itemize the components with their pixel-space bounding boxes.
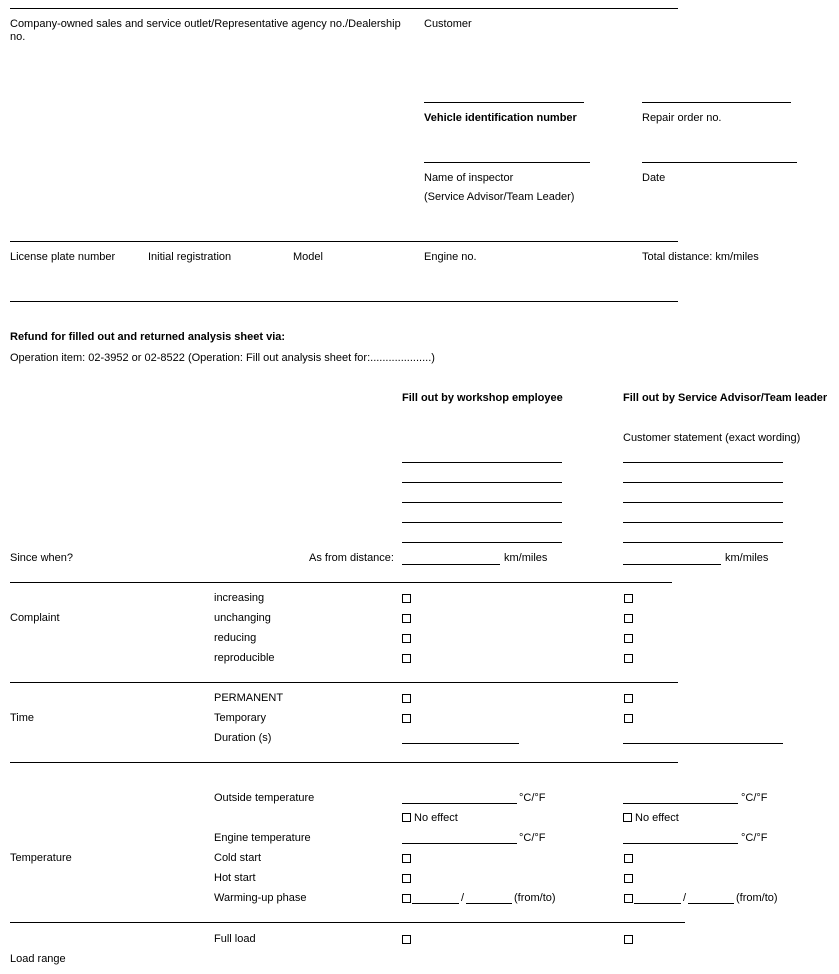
workshop-line-2[interactable]: [402, 482, 562, 483]
advisor-outside-temp-line[interactable]: [623, 803, 738, 804]
customer-label: Customer: [424, 18, 472, 30]
advisor-warming-from-to: (from/to): [736, 892, 778, 904]
workshop-increasing-checkbox[interactable]: [402, 594, 411, 603]
hot-start-label: Hot start: [214, 872, 256, 884]
advisor-distance-unit: km/miles: [725, 552, 769, 564]
workshop-temporary-checkbox[interactable]: [402, 714, 411, 723]
time-top-rule: [10, 682, 678, 683]
model-label: Model: [293, 251, 323, 263]
load-range-label: Load range: [10, 953, 66, 965]
outlet-label: Company-owned sales and service outlet/Representative agency no./Dealership no.: [10, 18, 401, 43]
operation-text: Operation item: 02-3952 or 02-8522 (Operation: Fill out analysis sheet for:....................): [10, 352, 435, 364]
advisor-reproducible-checkbox[interactable]: [624, 654, 633, 663]
advisor-temporary-checkbox[interactable]: [624, 714, 633, 723]
cold-start-label: Cold start: [214, 852, 262, 864]
workshop-outside-temp-line[interactable]: [402, 803, 517, 804]
workshop-reproducible-checkbox[interactable]: [402, 654, 411, 663]
advisor-reducing-checkbox[interactable]: [624, 634, 633, 643]
workshop-warming-up-checkbox[interactable]: [402, 894, 411, 903]
date-label: Date: [642, 172, 666, 184]
advisor-heading: Fill out by Service Advisor/Team leader: [623, 392, 828, 404]
advisor-line-2[interactable]: [623, 482, 783, 483]
date-line[interactable]: [642, 162, 797, 163]
workshop-no-effect-label: No effect: [414, 812, 458, 824]
time-option-duration: Duration (s): [214, 732, 272, 744]
advisor-hot-start-checkbox[interactable]: [624, 874, 633, 883]
customer-statement-label: Customer statement (exact wording): [623, 432, 801, 444]
time-option-permanent: PERMANENT: [214, 692, 284, 704]
advisor-no-effect-label: No effect: [635, 812, 679, 824]
workshop-heading: Fill out by workshop employee: [402, 392, 563, 404]
total-distance-label: Total distance: km/miles: [642, 251, 759, 263]
workshop-warming-from-to: (from/to): [514, 892, 556, 904]
workshop-no-effect[interactable]: [402, 812, 458, 825]
workshop-line-3[interactable]: [402, 502, 562, 503]
advisor-no-effect-checkbox[interactable]: [623, 813, 632, 822]
workshop-engine-temp-unit: °C/°F: [519, 832, 546, 844]
inspector-sub-label: (Service Advisor/Team Leader): [424, 191, 575, 203]
complaint-option-reducing: reducing: [214, 632, 257, 644]
vehicle-top-rule: [10, 241, 678, 242]
vin-label: Vehicle identification number: [424, 112, 577, 124]
initial-registration-label: Initial registration: [148, 251, 232, 263]
advisor-engine-temp-line[interactable]: [623, 843, 738, 844]
workshop-hot-start-checkbox[interactable]: [402, 874, 411, 883]
refund-title: Refund for filled out and returned analysis sheet via:: [10, 331, 286, 343]
advisor-outside-temp-unit: °C/°F: [741, 792, 768, 804]
temperature-label: Temperature: [10, 852, 72, 864]
complaint-option-unchanging: unchanging: [214, 612, 271, 624]
workshop-unchanging-checkbox[interactable]: [402, 614, 411, 623]
workshop-engine-temp-line[interactable]: [402, 843, 517, 844]
advisor-duration-line[interactable]: [623, 743, 783, 744]
advisor-distance-line[interactable]: [623, 564, 721, 565]
workshop-no-effect-checkbox[interactable]: [402, 813, 411, 822]
workshop-reducing-checkbox[interactable]: [402, 634, 411, 643]
workshop-cold-start-checkbox[interactable]: [402, 854, 411, 863]
workshop-line-4[interactable]: [402, 522, 562, 523]
advisor-warming-slash: /: [683, 892, 687, 904]
time-label: Time: [10, 712, 35, 724]
complaint-option-reproducible: reproducible: [214, 652, 275, 664]
advisor-warming-to-line[interactable]: [688, 903, 734, 904]
advisor-full-load-checkbox[interactable]: [624, 935, 633, 944]
as-from-distance-label: As from distance:: [309, 552, 394, 564]
advisor-line-4[interactable]: [623, 522, 783, 523]
complaint-top-rule: [10, 582, 672, 583]
time-option-temporary: Temporary: [214, 712, 266, 724]
workshop-duration-line[interactable]: [402, 743, 519, 744]
full-load-label: Full load: [214, 933, 256, 945]
license-plate-label: License plate number: [10, 251, 116, 263]
since-when-label: Since when?: [10, 552, 73, 564]
workshop-distance-line[interactable]: [402, 564, 500, 565]
advisor-warming-up-checkbox[interactable]: [624, 894, 633, 903]
advisor-line-1[interactable]: [623, 462, 783, 463]
complaint-label: Complaint: [10, 612, 60, 624]
load-top-rule: [10, 922, 685, 923]
warming-up-label: Warming-up phase: [214, 892, 307, 904]
temperature-top-rule: [10, 762, 678, 763]
advisor-engine-temp-unit: °C/°F: [741, 832, 768, 844]
engine-no-label: Engine no.: [424, 251, 477, 263]
workshop-warming-from-line[interactable]: [412, 903, 459, 904]
workshop-line-1[interactable]: [402, 462, 562, 463]
outside-temperature-label: Outside temperature: [214, 792, 315, 804]
advisor-line-5[interactable]: [623, 542, 783, 543]
advisor-unchanging-checkbox[interactable]: [624, 614, 633, 623]
engine-temperature-label: Engine temperature: [214, 832, 311, 844]
advisor-permanent-checkbox[interactable]: [624, 694, 633, 703]
repair-order-line[interactable]: [642, 102, 791, 103]
vin-line[interactable]: [424, 102, 584, 103]
advisor-increasing-checkbox[interactable]: [624, 594, 633, 603]
inspector-label: Name of inspector: [424, 172, 514, 184]
workshop-warming-slash: /: [461, 892, 465, 904]
workshop-full-load-checkbox[interactable]: [402, 935, 411, 944]
advisor-no-effect[interactable]: [623, 812, 679, 825]
top-rule: [10, 8, 678, 9]
advisor-cold-start-checkbox[interactable]: [624, 854, 633, 863]
workshop-distance-unit: km/miles: [504, 552, 548, 564]
inspector-line[interactable]: [424, 162, 590, 163]
workshop-outside-temp-unit: °C/°F: [519, 792, 546, 804]
repair-order-label: Repair order no.: [642, 112, 722, 124]
vehicle-bottom-rule: [10, 301, 678, 302]
workshop-permanent-checkbox[interactable]: [402, 694, 411, 703]
advisor-warming-from-line[interactable]: [634, 903, 681, 904]
workshop-warming-to-line[interactable]: [466, 903, 512, 904]
complaint-option-increasing: increasing: [214, 592, 265, 604]
advisor-line-3[interactable]: [623, 502, 783, 503]
workshop-line-5[interactable]: [402, 542, 562, 543]
